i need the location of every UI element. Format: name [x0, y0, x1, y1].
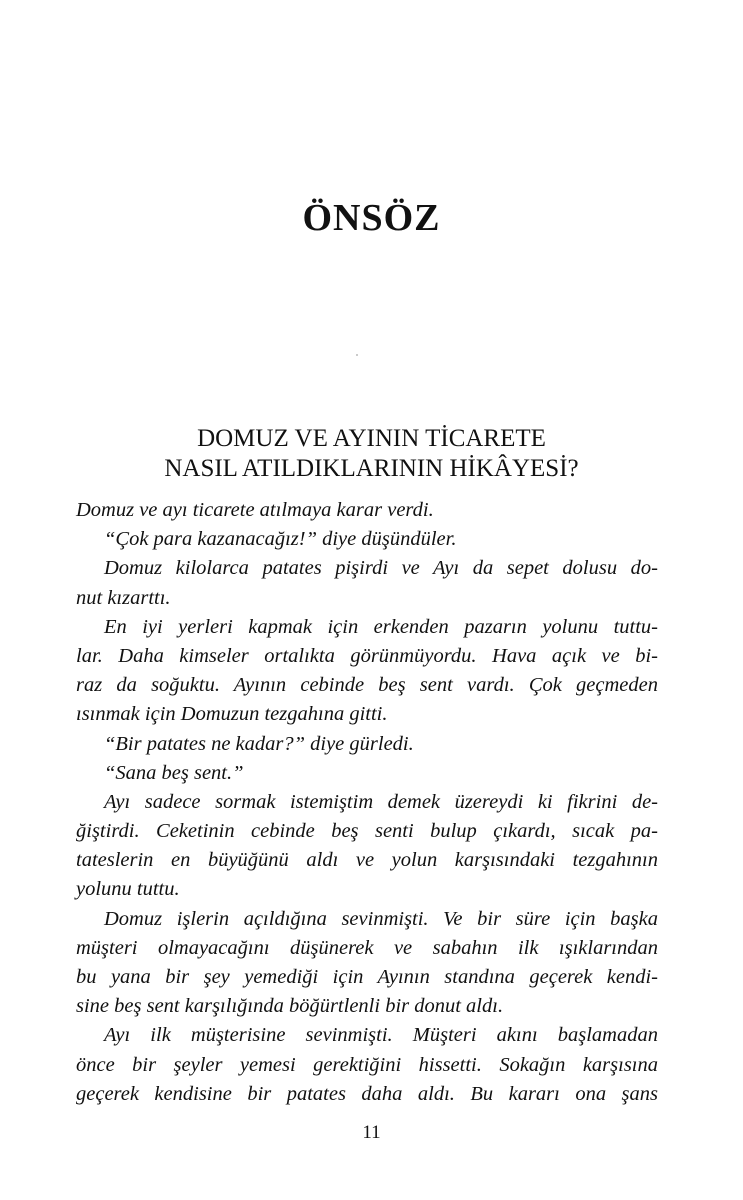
story-title-line-2: NASIL ATILDIKLARININ HİKÂYESİ? [164, 455, 579, 482]
text-line: ğiştirdi. Ceketinin cebinde beş senti bulup çıkardı, sıcak pa- [76, 820, 658, 843]
text-line: raz da soğuktu. Ayının cebinde beş sent vardı. Çok geçmeden [76, 674, 658, 697]
page-number: 11 [362, 1122, 381, 1143]
story-title [0, 424, 743, 484]
text-line: tateslerin en büyüğünü aldı ve yolun karşısındaki tezgahının [76, 849, 658, 872]
text-line: “Sana beş sent.” [104, 761, 244, 784]
chapter-title: ÖNSÖZ [302, 197, 441, 239]
text-line: yolunu tuttu. [76, 878, 180, 901]
text-line: “Çok para kazanacağız!” diye düşündüler. [104, 528, 457, 551]
text-line: nut kızarttı. [76, 586, 171, 609]
text-line: “Bir patates ne kadar?” diye gürledi. [104, 732, 414, 755]
text-line: bu yana bir şey yemediği için Ayının standına geçerek kendi- [76, 966, 658, 988]
text-line: önce bir şeyler yemesi gerektiğini hissetti. Sokağın karşısına [76, 1053, 658, 1076]
text-line: ısınmak için Domuzun tezgahına gitti. [76, 703, 388, 726]
text-line: sine beş sent karşılığında böğürtlenli bir donut aldı. [76, 995, 504, 1018]
text-line: lar. Daha kimseler ortalıkta görünmüyordu. Hava açık ve bi- [76, 644, 658, 667]
text-line: geçerek kendisine bir patates daha aldı. Bu kararı ona şans [76, 1082, 658, 1105]
text-line: müşteri olmayacağını düşünerek ve sabahın ilk ışıklarından [76, 936, 658, 959]
text-line: Domuz kilolarca patates pişirdi ve Ayı da sepet dolusu do- [104, 557, 658, 580]
scan-speck [356, 354, 358, 356]
story-body [76, 496, 658, 1109]
text-line: En iyi yerleri kapmak için erkenden pazarın yolunu tuttu- [104, 615, 658, 638]
text-line: Ayı ilk müşterisine sevinmişti. Müşteri akını başlamadan [104, 1024, 658, 1047]
story-title-line-1: DOMUZ VE AYININ TİCARETE [197, 425, 546, 452]
text-line: Domuz ve ayı ticarete atılmaya karar verdi. [76, 499, 434, 521]
text-line: Domuz işlerin açıldığına sevinmişti. Ve bir süre için başka [104, 907, 658, 930]
text-line: Ayı sadece sormak istemiştim demek üzereydi ki fikrini de- [104, 790, 658, 813]
